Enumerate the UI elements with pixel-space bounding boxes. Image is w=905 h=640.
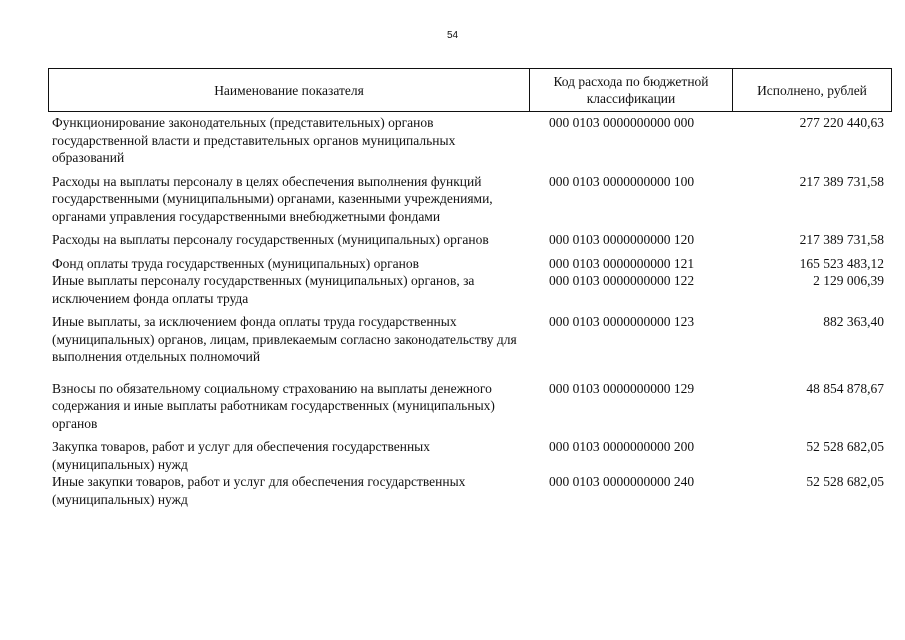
table-row bbox=[48, 380, 892, 433]
table-row bbox=[48, 231, 892, 249]
row-name: Функционирование законодательных (представительных) органов государственной власти и представительных органов муниципальных образований bbox=[52, 115, 456, 165]
column-header-amount: Исполнено, рублей bbox=[757, 82, 867, 98]
row-amount: 165 523 483,12 bbox=[799, 255, 884, 271]
row-code: 000 0103 0000000000 123 bbox=[549, 314, 695, 329]
row-code: 000 0103 0000000000 122 bbox=[549, 273, 695, 288]
row-code: 000 0103 0000000000 000 bbox=[549, 115, 695, 130]
row-code: 000 0103 0000000000 120 bbox=[549, 232, 695, 247]
row-amount: 52 528 682,05 bbox=[806, 474, 884, 489]
table-row bbox=[48, 272, 892, 307]
row-code: 000 0103 0000000000 100 bbox=[549, 173, 695, 189]
row-name: Иные закупки товаров, работ и услуг для обеспечения государственных (муниципальных) нужд bbox=[52, 474, 466, 507]
table-row bbox=[48, 114, 892, 167]
table-row bbox=[48, 438, 892, 473]
row-code: 000 0103 0000000000 200 bbox=[549, 439, 695, 454]
table-row bbox=[48, 473, 892, 508]
row-amount: 52 528 682,05 bbox=[806, 439, 884, 454]
row-amount: 277 220 440,63 bbox=[799, 115, 884, 130]
row-name: Иные выплаты, за исключением фонда оплаты труда государственных (муниципальных) органов, лицам, привлекаемым согласно законодательству для выполнения отдельных полномочий bbox=[52, 314, 517, 364]
row-name: Иные выплаты персоналу государственных (муниципальных) органов, за исключением фонда оплаты труда bbox=[52, 273, 475, 306]
row-amount: 48 854 878,67 bbox=[806, 380, 884, 396]
table-body bbox=[48, 114, 892, 508]
row-code: 000 0103 0000000000 121 bbox=[549, 255, 695, 271]
row-amount: 217 389 731,58 bbox=[799, 232, 884, 247]
table-row bbox=[48, 173, 892, 226]
row-amount: 217 389 731,58 bbox=[799, 173, 884, 189]
row-amount: 2 129 006,39 bbox=[813, 273, 884, 288]
column-header-code: Код расхода по бюджетной классификации bbox=[530, 69, 733, 111]
row-code: 000 0103 0000000000 240 bbox=[549, 474, 695, 489]
row-code: 000 0103 0000000000 129 bbox=[549, 380, 695, 396]
row-amount: 882 363,40 bbox=[823, 314, 884, 329]
row-name: Фонд оплаты труда государственных (муниципальных) органов bbox=[52, 255, 419, 271]
row-name: Взносы по обязательному социальному страхованию на выплаты денежного содержания и иные выплаты работникам государственных (муниципальных) органов bbox=[52, 380, 495, 431]
row-name: Расходы на выплаты персоналу в целях обеспечения выполнения функций государственными (муниципальными) органами, казенными учреждениями, органами управления государственными внебюджетными фондами bbox=[52, 173, 493, 224]
table-header bbox=[48, 68, 892, 112]
row-name: Расходы на выплаты персоналу государственных (муниципальных) органов bbox=[52, 232, 489, 247]
table-row bbox=[48, 255, 892, 273]
row-name: Закупка товаров, работ и услуг для обеспечения государственных (муниципальных) нужд bbox=[52, 439, 431, 472]
column-header-name: Наименование показателя bbox=[49, 69, 530, 111]
table-row bbox=[48, 313, 892, 366]
page-number: 54 bbox=[446, 30, 459, 41]
